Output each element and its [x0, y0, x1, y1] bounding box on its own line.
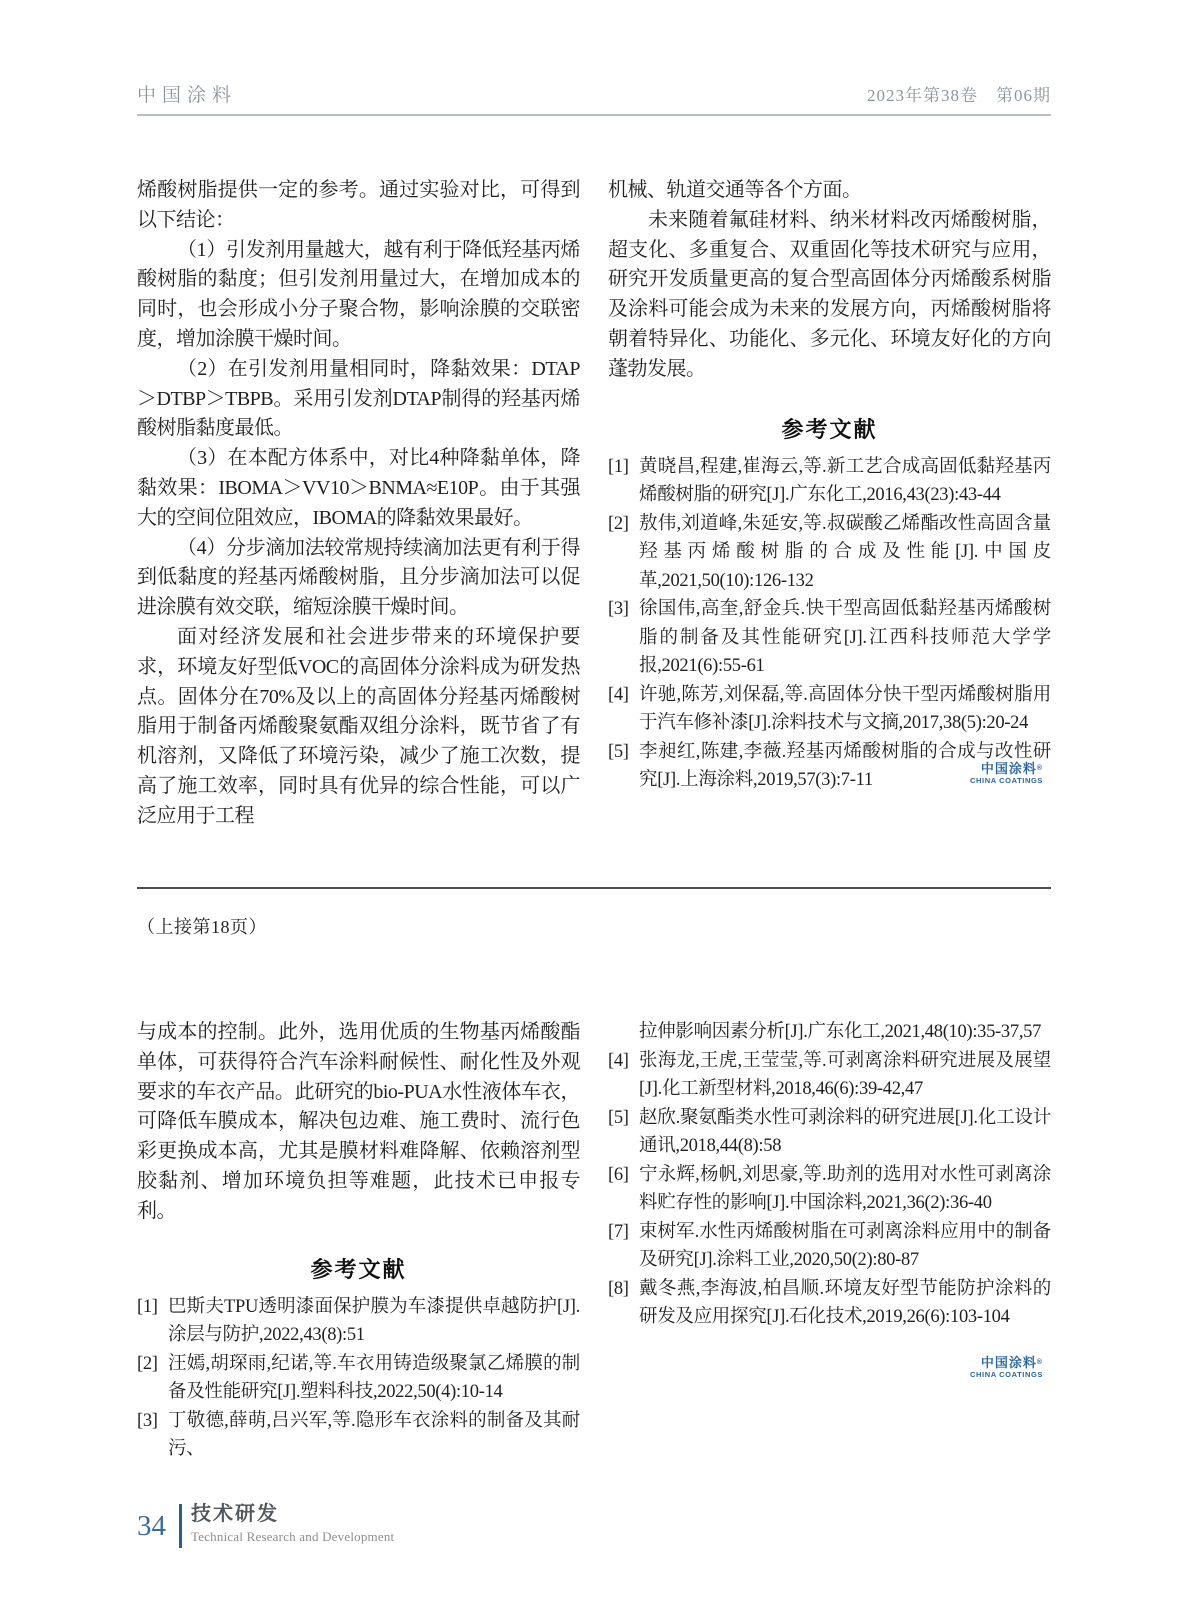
reference-item: [608, 1047, 1051, 1104]
reference-item: [608, 681, 1051, 738]
reference-item: [608, 1161, 1051, 1218]
reference-text: 丁敬德,薛萌,吕兴军,等.隐形车衣涂料的制备及其耐污、: [168, 1410, 580, 1460]
reference-item: [137, 1293, 580, 1350]
logo-text-cn: [933, 762, 1043, 776]
reference-number: [7]: [608, 1221, 629, 1242]
reference-text: 许驰,陈芳,刘保磊,等.高固体分快干型丙烯酸树脂用于汽车修补漆[J].涂料技术与文摘,2017,38(5):20-24: [639, 684, 1051, 734]
reference-text: 李昶红,陈建,李薇.羟基丙烯酸树脂的合成与改性研究[J].上海涂料,2019,57(3):7-11: [639, 741, 1051, 791]
reference-number: [608, 1018, 639, 1047]
paragraph: （2）在引发剂用量相同时，降黏效果：DTAP＞DTBP＞TBPB。采用引发剂DTAP制得的羟基丙烯酸树脂黏度最低。: [137, 357, 580, 440]
reference-item: [137, 1350, 580, 1407]
paragraph: （4）分步滴加法较常规持续滴加法更有利于得到低黏度的羟基丙烯酸树脂，且分步滴加法可以促进涂膜有效交联，缩短涂膜干燥时间。: [137, 536, 580, 619]
reference-text: 赵欣.聚氨酯类水性可剥涂料的研究进展[J].化工设计通讯,2018,44(8):58: [639, 1107, 1051, 1156]
reference-item: [608, 595, 1051, 681]
paragraph: 与成本的控制。此外，选用优质的生物基丙烯酸酯单体，可获得符合汽车涂料耐候性、耐化性及外观要求的车衣产品。此研究的bio-PUA水性液体车衣，可降低车膜成本，解决包边难、施工费时、流行色彩更换成本高，尤其是膜材料难降解、依赖溶剂型胶黏剂、增加环境负担等难题，此技术已申报专利。: [137, 1021, 580, 1222]
reference-item: [608, 1275, 1051, 1332]
paragraph: 烯酸树脂提供一定的参考。通过实验对比，可得到以下结论：: [137, 179, 580, 231]
reference-text: 宁永辉,杨帆,刘思豪,等.助剂的选用对水性可剥离涂料贮存性的影响[J].中国涂料,2021,36(2):36-40: [639, 1164, 1051, 1213]
reference-item: [608, 510, 1051, 596]
reference-number: [2]: [608, 513, 629, 534]
reference-text: 张海龙,王虎,王莹莹,等.可剥离涂料研究进展及展望[J].化工新型材料,2018,46(6):39-42,47: [639, 1050, 1051, 1099]
logo-text-cn: [933, 1356, 1043, 1370]
reference-item: [608, 1104, 1051, 1161]
section-divider: [137, 887, 1051, 889]
article-2: [137, 1018, 1051, 1464]
page-number: 34: [137, 1510, 166, 1542]
reference-text: 巴斯夫TPU透明漆面保护膜为车漆提供卓越防护[J].涂层与防护,2022,43(8):51: [168, 1296, 580, 1346]
reference-text: 黄晓昌,程建,崔海云,等.新工艺合成高固低黏羟基丙烯酸树脂的研究[J].广东化工,2016,43(23):43-44: [639, 456, 1051, 506]
paragraph: 面对经济发展和社会进步带来的环境保护要求，环境友好型低VOC的高固体分涂料成为研发热点。固体分在70%及以上的高固体分羟基丙烯酸树脂用于制备丙烯酸聚氨酯双组分涂料，既节省了有机溶剂，又降低了环境污染，减少了施工次数，提高了施工效率，同时具有优异的综合性能，可以广泛应用于工程: [137, 625, 580, 827]
reference-text: 戴冬燕,李海波,柏昌顺.环境友好型节能防护涂料的研发及应用探究[J].石化技术,2019,26(6):103-104: [639, 1278, 1051, 1327]
article-1: [137, 176, 1051, 832]
logo-text-en: CHINA COATINGS: [970, 1370, 1043, 1379]
section-name-en: Technical Research and Development: [191, 1529, 395, 1544]
reference-number: [3]: [137, 1410, 158, 1431]
paragraph: 未来随着氟硅材料、纳米材料改丙烯酸树脂，超支化、多重复合、双重固化等技术研究与应用，研究开发质量更高的复合型高固体分丙烯酸系树脂及涂料可能会成为未来的发展方向，丙烯酸树脂将朝着特异化、功能化、多元化、环境友好化的方向蓬勃发展。: [608, 208, 1051, 380]
article2-left-column: [137, 1018, 580, 1464]
references-heading: 参考文献: [310, 1256, 407, 1282]
reference-number: [4]: [608, 684, 629, 705]
registered-mark: ®: [1036, 765, 1043, 772]
reference-continuation: [608, 1018, 1051, 1047]
reference-item: [137, 1407, 580, 1464]
section-label: [191, 1502, 394, 1545]
reference-number: [3]: [608, 599, 629, 620]
footer-divider-bar: [179, 1504, 182, 1548]
reference-text: 敖伟,刘道峰,朱延安,等.叔碳酸乙烯酯改性高固含量羟基丙烯酸树脂的合成及性能[J].中国皮革,2021,50(10):126-132: [639, 513, 1051, 591]
china-coatings-logo: [933, 762, 1043, 786]
reference-text: 汪嫣,胡琛雨,纪诺,等.车衣用铸造级聚氯乙烯膜的制备及性能研究[J].塑料科技,2022,50(4):10-14: [168, 1353, 580, 1403]
page-header: [137, 80, 1051, 116]
reference-text: 徐国伟,高奎,舒金兵.快干型高固低黏羟基丙烯酸树脂的制备及其性能研究[J].江西科技师范大学学报,2021(6):55-61: [639, 599, 1051, 677]
paragraph: （3）在本配方体系中，对比4种降黏单体，降黏效果：IBOMA＞VV10＞BNMA≈E10P。由于其强大的空间位阻效应，IBOMA的降黏效果最好。: [137, 447, 580, 529]
continued-from-note: （上接第18页）: [137, 917, 267, 937]
reference-number: [2]: [137, 1353, 158, 1374]
reference-number: [1]: [137, 1296, 158, 1317]
references-heading: 参考文献: [781, 416, 878, 442]
article2-right-column: [608, 1018, 1051, 1464]
issue-info: 2023年第38卷 第06期: [867, 86, 1051, 105]
paragraph: 机械、轨道交通等各个方面。: [608, 179, 862, 201]
article1-left-column: [137, 176, 580, 832]
reference-text: 束树军.水性丙烯酸树脂在可剥离涂料应用中的制备及研究[J].涂料工业,2020,50(2):80-87: [639, 1221, 1051, 1270]
reference-number: [4]: [608, 1050, 629, 1071]
logo-cn-label: 中国涂料: [980, 761, 1037, 776]
paragraph: （1）引发剂用量越大，越有利于降低羟基丙烯酸树脂的黏度；但引发剂用量过大，在增加成本的同时，也会形成小分子聚合物，影响涂膜的交联密度，增加涂膜干燥时间。: [137, 238, 580, 350]
reference-text: 拉伸影响因素分析[J].广东化工,2021,48(10):35-37,57: [639, 1022, 1042, 1042]
reference-number: [6]: [608, 1164, 629, 1185]
reference-item: [608, 453, 1051, 510]
reference-number: [8]: [608, 1278, 629, 1299]
reference-number: [1]: [608, 456, 629, 477]
reference-number: [5]: [608, 1107, 629, 1128]
section-name-cn: 技术研发: [191, 1503, 279, 1525]
registered-mark: ®: [1036, 1359, 1043, 1366]
journal-name: 中国涂料: [137, 85, 238, 106]
page-footer: [137, 1502, 394, 1548]
reference-item: [608, 1218, 1051, 1275]
reference-number: [5]: [608, 741, 629, 762]
logo-cn-label: 中国涂料: [980, 1355, 1037, 1370]
logo-text-en: CHINA COATINGS: [970, 776, 1043, 785]
china-coatings-logo: [933, 1356, 1043, 1380]
article1-right-column: [608, 176, 1051, 832]
